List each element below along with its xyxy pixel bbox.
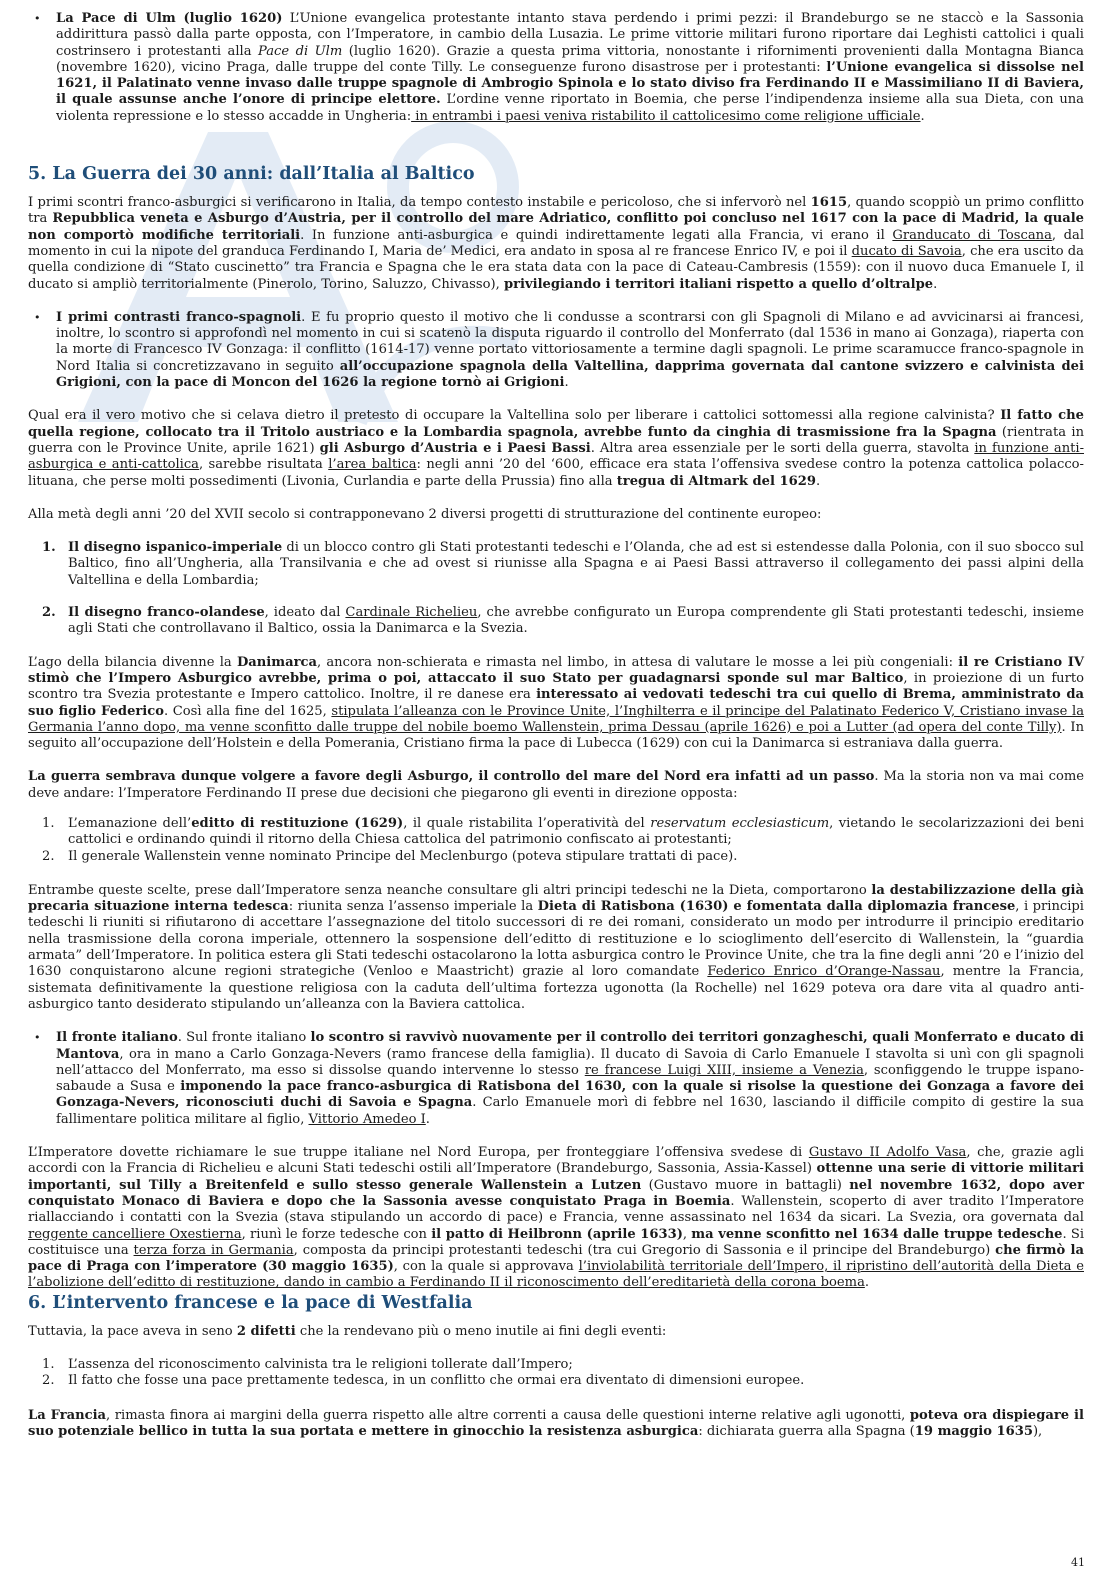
numbered-list-progetti bbox=[28, 540, 1084, 637]
text-run: La guerra sembrava dunque volgere a favore degli Asburgo, il controllo del mare del Nord era infatti ad un passo bbox=[28, 769, 875, 785]
text-run: . In seguito all’occupazione dell’Holstein e della Pomerania, Cristiano firma la pace di Lubecca (1629) con cui la Danimarca si estraniava dalla guerra. bbox=[28, 719, 1085, 752]
text-run: I primi scontri franco-asburgici si verificarono in Italia, da tempo contesto instabile e pericoloso, che si infervorò nel bbox=[28, 195, 811, 211]
paragraph bbox=[28, 883, 1084, 1013]
text-run: imponendo la pace franco-asburgica di Ratisbona del 1630, con la quale si risolse la questione dei Gonzaga a favore dei Gonzaga-Nevers, riconosciuti duchi di Savoia e Spagna bbox=[56, 1079, 1084, 1111]
text-run: l’Unione evangelica si dissolse nel 1621, il Palatinato venne invaso dalle truppe spagnole di Ambrogio Spinola e lo stato diviso fra Ferdinando II e Massimiliano II di Baviera, il quale assunse anche l’onore di principe elettore. bbox=[56, 59, 1084, 108]
text-run: . Così alla fine del 1625, bbox=[164, 703, 332, 719]
link-gustavo-adolfo[interactable]: Gustavo II Adolfo Vasa bbox=[808, 1145, 967, 1161]
paragraph bbox=[28, 769, 1084, 802]
paragraph bbox=[28, 195, 1084, 293]
bullet-pace-ulm bbox=[28, 11, 1084, 125]
text-run: . E fu proprio questo il motivo che li condusse a scontrarsi con gli Spagnoli di Milano e ad avvicinarsi ai francesi, inoltre, lo scontro si approfondì nel momento in cui si scatenò la disputa riguardo il controllo del Monferrato (dal 1536 in mano ai Gonzaga), riaperta con la morte di Francesco IV Gonzaga: il conflitto (1614-17) venne portato vittoriosamente a termine dagli spagnoli. Le prime scaramucce franco-spagnole in Nord Italia si concretizzavano in seguito bbox=[56, 309, 1084, 374]
link-oxestierna[interactable]: reggente cancelliere Oxestierna bbox=[28, 1226, 242, 1242]
text-run: . Altra area essenziale per le sorti della guerra, stavolta bbox=[590, 440, 975, 456]
text-run: , il quale ristabilita l’operatività del bbox=[403, 815, 651, 831]
text-run: , che avrebbe configurato un Europa comprendente gli Stati protestanti tedeschi, insieme agli Stati che controllavano il Baltico, ossia la Danimarca e la Svezia. bbox=[68, 605, 1084, 637]
text-run: Tuttavia, la pace aveva in seno bbox=[28, 1323, 237, 1339]
text-run: , riunì le forze tedesche con bbox=[241, 1226, 432, 1242]
text-run: privilegiando i territori italiani rispetto a quello d’oltralpe bbox=[503, 276, 934, 292]
paragraph: Alla metà degli anni ’20 del XVII secolo si contrapponevano 2 diversi progetti di strutturazione del continente europeo: bbox=[28, 506, 822, 522]
text-run: . Ma la storia non va mai come deve andare: l’Imperatore Ferdinando II prese due decisioni che piegarono gli eventi in direzione opposta: bbox=[28, 769, 1084, 801]
page-number: 41 bbox=[1071, 1556, 1085, 1569]
text-run: in entrambi i paesi veniva ristabilito il cattolicesimo come religione ufficiale bbox=[411, 108, 921, 124]
text-run: che la rendevano più o meno inutile ai fini degli eventi: bbox=[295, 1323, 667, 1339]
text-run: ducato di Savoia bbox=[851, 243, 962, 259]
text-run: l’area baltica bbox=[328, 457, 417, 473]
text-run: Il fatto che fosse una pace prettamente tedesca, in un conflitto che ormai era diventato di dimensioni europee. bbox=[68, 1373, 805, 1389]
text-run: , in proiezione di un furto scontro tra Svezia protestante e Impero cattolico. Inoltre, il re danese era bbox=[28, 670, 1084, 703]
text-run: re francese Luigi XIII, insieme a Venezia bbox=[584, 1062, 864, 1078]
text-run: nel novembre 1632, dopo aver conquistato Monaco di Baviera e dopo che la Sassonia avesse conquistato Praga in Boemia bbox=[28, 1177, 1085, 1209]
text-run: , dal momento in cui la nipote del granduca Ferdinando I, Maria de’ Medici, era andato in sposa al re francese Enrico IV, e poi il bbox=[28, 227, 1085, 259]
text-run: I primi contrasti franco-spagnoli bbox=[56, 309, 302, 325]
text-run: . bbox=[920, 108, 925, 124]
text-run: . bbox=[564, 375, 569, 391]
text-run: L’Imperatore dovette richiamare le sue truppe italiane nel Nord Europa, per fronteggiare l’offensiva svedese di bbox=[28, 1145, 809, 1161]
text-run: . bbox=[864, 1275, 870, 1291]
list-item bbox=[28, 1357, 1084, 1373]
text-run: editto di restituzione (1629) bbox=[191, 815, 404, 831]
text-run: . In funzione anti-asburgica e quindi indirettamente legati alla Francia, vi erano il bbox=[300, 227, 893, 243]
text-run: , vietando le secolarizzazioni dei beni cattolici e ordinando quindi il ritorno della Chiesa cattolica del patrimonio confiscato ai protestanti; bbox=[68, 815, 1085, 848]
paragraph bbox=[28, 1324, 1084, 1340]
text-run: (luglio 1620). Grazie a questa prima vittoria, nonostante i rifornimenti provenienti dalla Montagna Bianca (novembre 1620), vicino Praga, dalle truppe del conte Tilly. Le conseguenze furono disastrose per i protestanti: bbox=[56, 43, 1084, 75]
text-run: , rimasta finora ai margini della guerra rispetto alle altre correnti a causa delle questioni interne relative agli ugonotti, bbox=[106, 1407, 910, 1423]
paragraph bbox=[28, 655, 1084, 753]
text-run: ma venne sconfitto nel 1634 dalle truppe tedesche bbox=[691, 1226, 1063, 1242]
list-item bbox=[28, 1030, 1084, 1128]
text-run: , ideato dal bbox=[264, 605, 346, 621]
numbered-list-difetti bbox=[28, 1357, 1084, 1390]
text-run: : riunita senza l’assenso imperiale la bbox=[288, 899, 538, 915]
text-run: . Sul fronte italiano bbox=[177, 1030, 311, 1046]
text-run: 1. bbox=[42, 815, 55, 831]
text-run: poteva ora dispiegare il suo potenziale bellico in tutta la sua portata e mettere in ginocchio la resistenza asburgica bbox=[28, 1407, 1085, 1439]
text-run: (rientrata in guerra con le Province Unite, aprile 1621) bbox=[28, 424, 1085, 456]
text-run: di un blocco contro gli Stati protestanti tedeschi e l’Olanda, che ad est si estendesse dalla Polonia, con il suo sbocco sul Baltico, fino all’Ungheria, alla Transilvania e che ad ovest si riunisse alla Spagna e ai Paesi Bassi attraverso il collegamento dei passi alpini della Valtellina e della Lombardia; bbox=[68, 540, 1084, 588]
text-run: Danimarca bbox=[236, 654, 317, 670]
main-content bbox=[28, 11, 1084, 1440]
text-run: Pace di Ulm bbox=[258, 43, 343, 59]
text-run: interessato ai vedovati tedeschi tra cui quello di Brema, amministrato da suo figlio Federico bbox=[28, 687, 1084, 719]
text-run: Granducato di Toscana bbox=[892, 227, 1052, 243]
section-heading-5: 5. La Guerra dei 30 anni: dall’Italia al Baltico bbox=[28, 164, 475, 185]
text-run: 2 difetti bbox=[236, 1323, 296, 1339]
text-run: . Carlo Emanuele morì di febbre nel 1630, lasciando il difficile compito di gestire la sua fallimentare politica militare al figlio, bbox=[56, 1095, 1084, 1127]
text-run: . Wallenstein, scoperto di aver tradito l’Imperatore riallacciando i contatti con la Svezia (stava stipulando un accordo di pace) e Francia, venne assassinato nel 1634 da sicari. La Svezia, ora governata dal bbox=[28, 1193, 1084, 1226]
text-run: , che, grazie agli accordi con la Francia di Richelieu e alcuni Stati tedeschi ostili all’Imperatore (Brandeburgo, Sassonia, Assia-Kassel) bbox=[28, 1145, 1084, 1177]
list-item bbox=[28, 11, 1084, 125]
text-run: Entrambe queste scelte, prese dall’Imperatore senza neanche consultare gli altri principi tedeschi ne la Dieta, comportarono bbox=[28, 882, 872, 898]
bullet-contrasti bbox=[28, 310, 1084, 391]
list-item bbox=[28, 605, 1084, 638]
text-run: , sconfiggendo le truppe ispano-sabaude a Susa e bbox=[56, 1062, 1084, 1095]
text-run: gli Asburgo d’Austria e i Paesi Bassi bbox=[319, 440, 591, 456]
list-item bbox=[28, 310, 1084, 391]
text-run: il re Cristiano IV stimò che l’Impero Asburgico avrebbe, prima o poi, attaccato il suo Stato per guadagnarsi sponde sul mar Baltico bbox=[28, 654, 1085, 686]
text-run: Il fronte italiano bbox=[56, 1030, 178, 1046]
text-run: reservatum ecclesiasticum bbox=[650, 815, 830, 831]
text-run: . bbox=[933, 276, 938, 292]
text-run: , con la quale si approvava bbox=[393, 1259, 579, 1275]
text-run: 1. bbox=[42, 540, 56, 556]
paragraph bbox=[28, 1408, 1084, 1441]
text-run: L’ago della bilancia divenne la bbox=[28, 654, 237, 670]
text-run: 1615 bbox=[810, 195, 848, 211]
text-run: che firmò la pace di Praga con l’imperatore (30 maggio 1635) bbox=[28, 1242, 1084, 1275]
text-run: il patto di Heilbronn (aprile 1633) bbox=[431, 1226, 683, 1242]
text-run: Il disegno ispanico-imperiale bbox=[68, 540, 283, 556]
text-run: : negli anni ’20 del ‘600, efficace era stata l’offensiva svedese contro la potenza cattolica polacco-lituana, che perse molti possedimenti (Livonia, Curlandia e parte della Prussia) fino alla bbox=[28, 457, 1084, 489]
text-run: , mentre la Francia, sistemata definitivamente la questione religiosa con la caduta dell’ultima fortezza ugonotta (la Rochelle) nel 1629 poteva ora dare vita al quadro anti-asburgico tanto desiderato stipulando un’alleanza con la Baviera cattolica. bbox=[28, 964, 1084, 1012]
text-run: . bbox=[425, 1111, 430, 1127]
list-item bbox=[28, 1373, 1084, 1389]
text-run: in funzione anti-asburgica e anti-cattolica bbox=[28, 440, 1084, 473]
section-heading-6: 6. L’intervento francese e la pace di Westfalia bbox=[28, 1292, 473, 1313]
text-run: L’assenza del riconoscimento calvinista tra le religioni tollerate dall’Impero; bbox=[68, 1357, 573, 1372]
text-run: Il disegno franco-olandese bbox=[68, 605, 265, 621]
link-vittorio-amedeo[interactable]: Vittorio Amedeo I bbox=[308, 1111, 426, 1127]
list-item bbox=[28, 849, 1084, 865]
text-run: L’emanazione dell’ bbox=[68, 815, 192, 831]
text-run: , che era uscito da quella condizione di “Stato cuscinetto” tra Francia e Spagna che le era stata data con la pace di Cateau-Cambresis (1559): con il nuovo duca Emanuele I, il ducato si ampliò territorialmente (Pinerolo, Torino, Saluzzo, Chivasso), bbox=[28, 243, 1084, 292]
text-run: lo scontro si ravvivò nuovamente per il controllo dei territori gonzagheschi, quali Monferrato e ducato di Mantova bbox=[56, 1030, 1084, 1062]
paragraph bbox=[28, 408, 1084, 489]
text-run: ottenne una serie di vittorie militari importanti, sul Tilly a Breitenfeld e sullo stesso generale Wallenstein a Lutzen bbox=[28, 1161, 1084, 1193]
text-run: 19 maggio 1635 bbox=[914, 1423, 1033, 1439]
text-run: Dieta di Ratisbona (1630) e fomentata dalla diplomazia francese bbox=[537, 899, 1016, 915]
text-run: ), bbox=[1032, 1423, 1043, 1439]
list-item bbox=[28, 816, 1084, 849]
list-item bbox=[28, 540, 1084, 589]
text-run: Il generale Wallenstein venne nominato Principe del Meclenburgo (poteva stipulare trattati di pace). bbox=[68, 848, 738, 864]
text-run: , composta da principi protestanti tedeschi (tra cui Gregorio di Sassonia e il principe del Brandeburgo) bbox=[293, 1242, 996, 1258]
text-run: , quando scoppiò un primo conflitto tra bbox=[28, 195, 1084, 227]
text-run: 2. bbox=[42, 1373, 55, 1389]
text-run: 2. bbox=[42, 605, 56, 621]
numbered-list-decisioni bbox=[28, 816, 1084, 865]
text-run: L’ordine venne riportato in Boemia, che perse l’indipendenza insieme alla sua Dieta, con una violenta repressione e lo stesso accadde in Ungheria: bbox=[56, 92, 1084, 124]
text-run: l’inviolabilità territoriale dell’Impero, il ripristino dell’autorità della Dieta e l’abolizione dell’editto di restituzione, dando in cambio a Ferdinando II il riconoscimento dell’ereditarietà della corona boema bbox=[28, 1259, 1084, 1291]
text-run: la destabilizzazione della già precaria situazione interna tedesca bbox=[28, 882, 1084, 915]
text-run: stipulata l’alleanza con le Province Unite, l’Inghilterra e il principe del Palatinato Federico V, Cristiano invase la Germania l’anno dopo, ma venne sconfitto dalle truppe del nobile boemo Wallenstein, prima Dessau (aprile 1626) e poi a Lutter (ad opera del conte Tilly) bbox=[28, 703, 1084, 735]
text-run: , i principi tedeschi li riuniti si rifiutarono di accettare l’assegnazione del titolo successori di re dei romani, considerato un modo per introdurre il principio ereditario nella trasmissione della corona imperiale, ottennero la sospensione dell’editto di restituzione e lo scioglimento dell’esercito di Wallenstein, la “guardia armata” dell’Imperatore. In politica estera gli Stati tedeschi ostacolarono la lotta asburgica contro le Province Unite, che tra la fine degli anni ’20 e l’inizio del 1630 conquistarono alcune regioni strategiche (Venloo e Maastricht) grazie al loro comandate bbox=[28, 899, 1084, 980]
text-run: 2. bbox=[42, 848, 55, 864]
link-richelieu[interactable]: Cardinale Richelieu bbox=[345, 605, 478, 621]
text-run: , bbox=[682, 1226, 692, 1242]
text-run: L’Unione evangelica protestante intanto stava perdendo i primi pezzi: il Brandeburgo se ne staccò e la Sassonia addirittura passò dalla parte opposta, con l’Imperatore, in cambio della Lusazia. Le prime vittorie militari furono riportare dai Leghisti cattolici i quali costrinsero i protestanti alla bbox=[56, 11, 1084, 59]
bullet-fronte-italiano bbox=[28, 1030, 1084, 1128]
text-run: Qual era il vero motivo che si celava dietro il pretesto di occupare la Valtellina solo per liberare i cattolici sottomessi alla regione calvinista? bbox=[28, 408, 1001, 424]
link-orange-nassau[interactable]: Federico Enrico d’Orange-Nassau bbox=[707, 964, 941, 980]
paragraph bbox=[28, 1145, 1084, 1292]
text-run: 1. bbox=[42, 1357, 55, 1372]
text-run: , ancora non-schierata e rimasta nel limbo, in attesa di valutare le mosse a lei più congeniali: bbox=[316, 654, 959, 670]
text-run: Il fatto che quella regione, collocato tra il Tritolo austriaco e la Lombardia spagnola, avrebbe funto da cinghia di trasmissione fra la Spagna bbox=[28, 408, 1084, 440]
text-run: . Si costituisce una bbox=[28, 1226, 1085, 1258]
text-run: La Pace di Ulm (luglio 1620) bbox=[56, 11, 283, 26]
text-run: all’occupazione spagnola della Valtellina, dapprima governata dal cantone svizzero e calvinista dei Grigioni, con la pace di Moncon del 1626 la regione tornò ai Grigioni bbox=[56, 358, 1084, 391]
text-run: : dichiarata guerra alla Spagna ( bbox=[698, 1423, 915, 1439]
text-run: tregua di Altmark del 1629 bbox=[616, 473, 816, 489]
text-run: La Francia bbox=[28, 1407, 107, 1423]
text-run: terza forza in Germania bbox=[133, 1242, 294, 1258]
text-run: , sarebbe risultata bbox=[198, 457, 329, 473]
text-run: (Gustavo muore in battagli) bbox=[641, 1177, 850, 1193]
text-run: , ora in mano a Carlo Gonzaga-Nevers (ramo francese della famiglia). Il ducato di Savoia di Carlo Emanuele I stavolta si unì con gli spagnoli nell’attacco del Monferrato, ma esso si dissolse quando intervenne lo stesso bbox=[56, 1046, 1084, 1078]
text-run: Repubblica veneta e Asburgo d’Austria, per il controllo del mare Adriatico, conflitto poi concluso nel 1617 con la pace di Madrid, la quale non comportò modifiche territoriali bbox=[28, 211, 1084, 243]
text-run: . bbox=[815, 473, 821, 489]
